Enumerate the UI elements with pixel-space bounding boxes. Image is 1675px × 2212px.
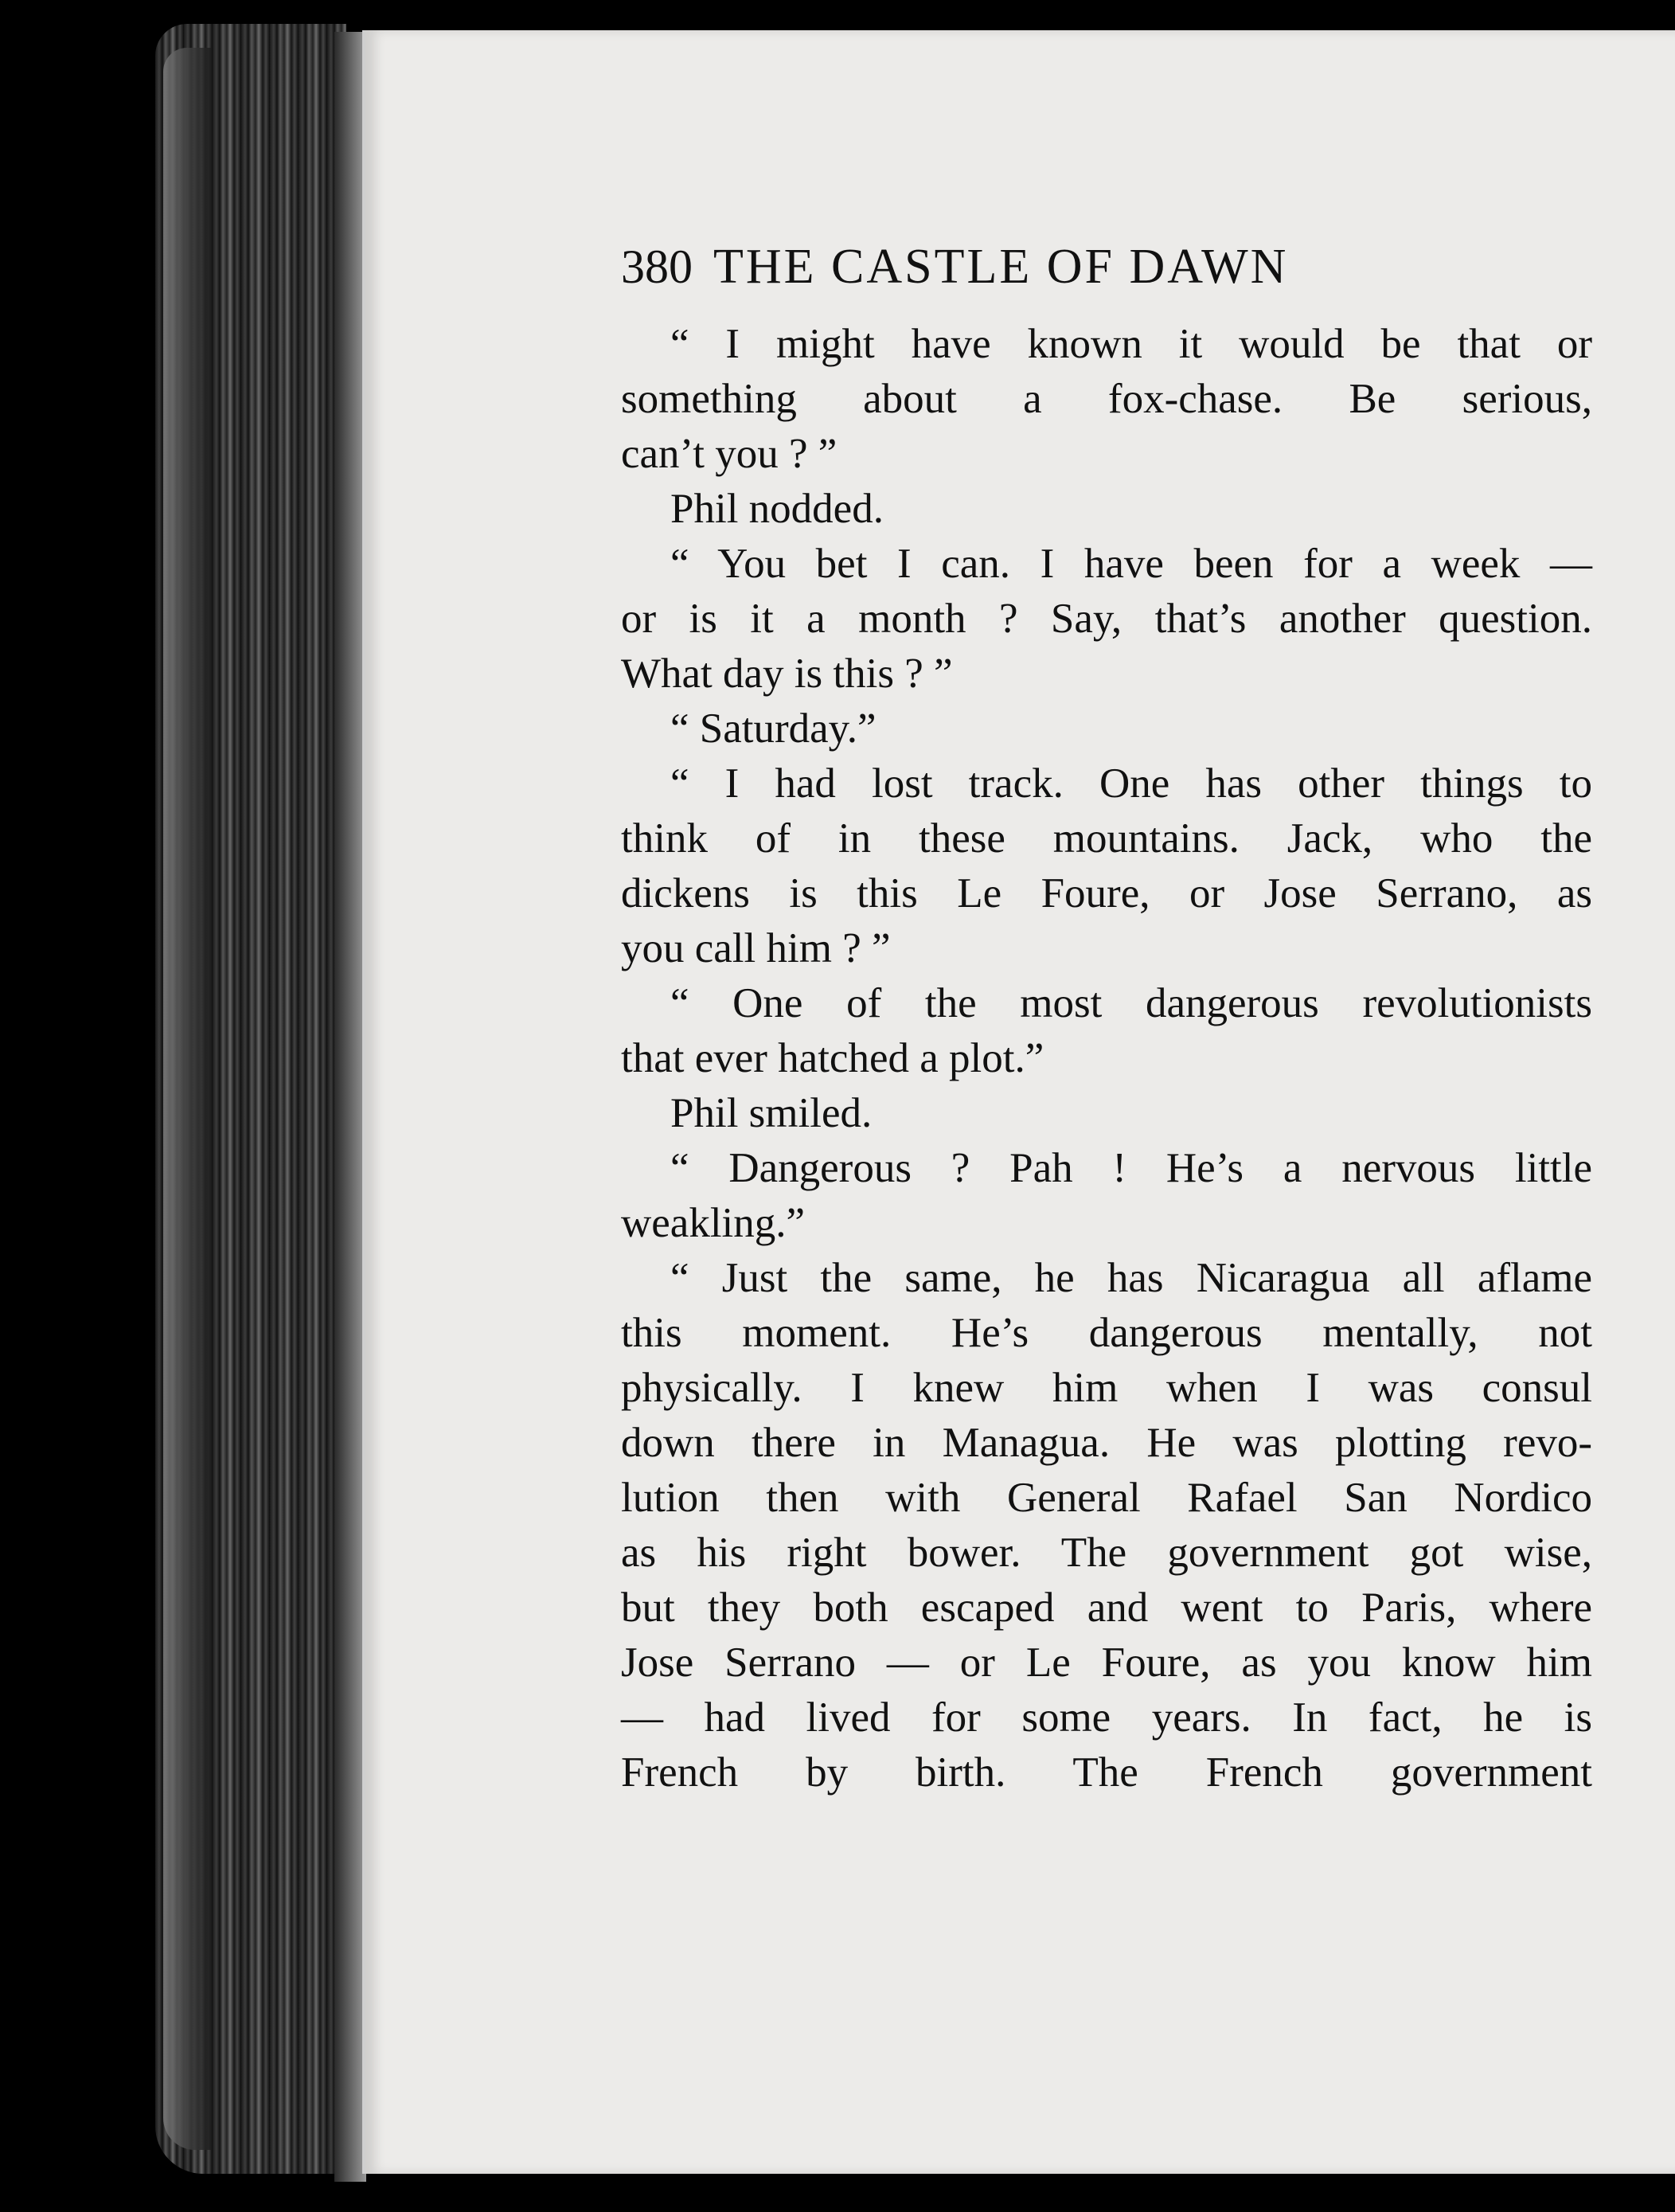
- text-line: Phil smiled.: [670, 1090, 873, 1136]
- text-line: “ One of the most dangerous revolutionists: [670, 980, 1592, 1026]
- text-line: think of in these mountains. Jack, who the: [621, 815, 1592, 862]
- text-line: this moment. He’s dangerous mentally, not: [621, 1310, 1592, 1356]
- text-line: “ You bet I can. I have been for a week —: [670, 541, 1592, 587]
- text-line: French by birth. The French government: [621, 1749, 1592, 1796]
- gutter-shadow: [334, 32, 366, 2182]
- text-line: “ I might have known it would be that or: [670, 321, 1592, 367]
- text-line: “ Dangerous ? Pah ! He’s a nervous little: [670, 1145, 1592, 1191]
- text-line: as his right bower. The government got wise,: [621, 1530, 1592, 1576]
- text-line: lution then with General Rafael San Nordico: [621, 1475, 1592, 1521]
- paragraph: [621, 1141, 1592, 1251]
- text-line: that ever hatched a plot.”: [621, 1035, 1044, 1081]
- running-header: [621, 239, 1592, 311]
- paragraph: [621, 756, 1592, 976]
- paragraph: [621, 1251, 1592, 1800]
- page-number: 380: [621, 240, 693, 293]
- text-line: weakling.”: [621, 1200, 806, 1246]
- paragraph: [621, 482, 1592, 537]
- text-line: down there in Managua. He was plotting revo-: [621, 1420, 1592, 1466]
- book-edge-highlight: [163, 48, 211, 2150]
- text-line: Phil nodded.: [670, 486, 884, 532]
- text-line: What day is this ? ”: [621, 651, 953, 697]
- running-title: THE CASTLE OF DAWN: [713, 240, 1289, 294]
- text-line: or is it a month ? Say, that’s another question.: [621, 596, 1592, 642]
- paragraph: [621, 702, 1592, 756]
- text-line: dickens is this Le Foure, or Jose Serrano, as: [621, 870, 1592, 916]
- text-line: you call him ? ”: [621, 925, 891, 971]
- text-line: but they both escaped and went to Paris, where: [621, 1585, 1592, 1631]
- text-line: something about a fox-chase. Be serious,: [621, 376, 1592, 422]
- paragraph: [621, 317, 1592, 482]
- paragraph: [621, 1086, 1592, 1141]
- text-line: Jose Serrano — or Le Foure, as you know him: [621, 1639, 1592, 1686]
- paragraph: [621, 976, 1592, 1086]
- text-line: “ Saturday.”: [670, 705, 877, 752]
- text-line: physically. I knew him when I was consul: [621, 1365, 1592, 1411]
- text-line: can’t you ? ”: [621, 431, 838, 477]
- text-line: “ I had lost track. One has other things to: [670, 760, 1592, 807]
- text-line: “ Just the same, he has Nicaragua all aflame: [670, 1255, 1592, 1301]
- text-block: [621, 239, 1592, 1800]
- paragraph: [621, 537, 1592, 702]
- text-line: — had lived for some years. In fact, he is: [621, 1694, 1592, 1741]
